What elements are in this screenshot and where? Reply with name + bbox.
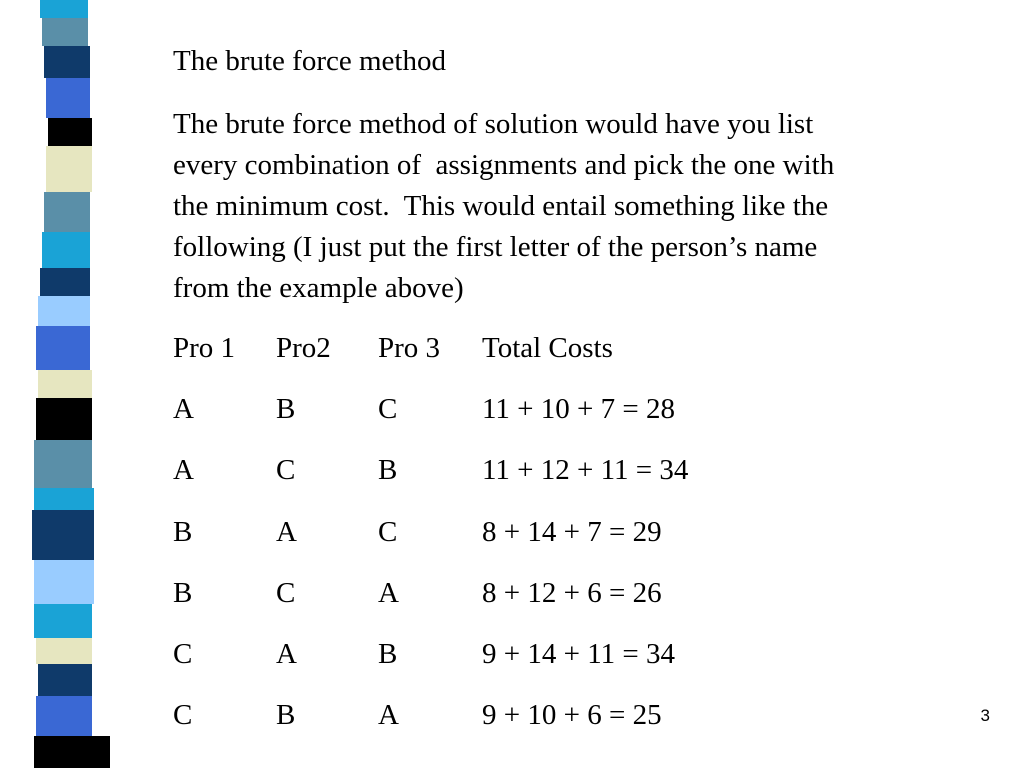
stripe-block	[46, 78, 90, 118]
table-cell: B	[276, 393, 296, 426]
assignment-cost-table	[173, 329, 782, 757]
stripe-block	[36, 398, 92, 440]
header-cell: Pro 3	[378, 332, 441, 364]
table-cell: B	[378, 637, 398, 670]
table-cell: C	[173, 699, 193, 732]
stripe-block	[38, 296, 90, 326]
body-paragraph	[173, 104, 973, 309]
table-row	[173, 574, 782, 612]
stripe-block	[34, 488, 94, 510]
table-cell: A	[173, 454, 194, 487]
table-cell: 11 + 12 + 11 = 34	[482, 454, 689, 487]
table-row	[173, 390, 782, 428]
table-row	[173, 451, 782, 489]
paragraph-line: following (I just put the first letter of the person’s name	[173, 231, 818, 263]
stripe-block	[36, 696, 92, 736]
stripe-block	[42, 232, 90, 268]
stripe-block	[44, 192, 90, 232]
table-cell: 8 + 12 + 6 = 26	[482, 576, 662, 609]
table-cell: B	[378, 454, 398, 487]
stripe-block	[38, 370, 92, 398]
header-cell: Total Costs	[482, 332, 613, 364]
table-cell: B	[173, 515, 193, 548]
table-header-row	[173, 329, 782, 367]
stripe-block	[40, 268, 90, 296]
paragraph-line: from the example above)	[173, 272, 464, 304]
table-cell: C	[173, 637, 193, 670]
decorative-stripe-bar	[0, 0, 110, 768]
stripe-block	[34, 604, 92, 638]
stripe-block	[40, 0, 88, 18]
stripe-block	[46, 146, 92, 192]
stripe-block	[34, 440, 92, 488]
table-cell: 9 + 14 + 11 = 34	[482, 637, 675, 670]
stripe-block	[34, 560, 94, 604]
stripe-block	[48, 118, 92, 146]
page-number: 3	[980, 706, 990, 725]
table-row	[173, 635, 782, 673]
table-cell: A	[378, 576, 399, 609]
slide-title: The brute force method	[173, 45, 446, 77]
table-cell: 8 + 14 + 7 = 29	[482, 515, 662, 548]
table-cell: B	[276, 699, 296, 732]
stripe-block	[34, 736, 110, 768]
stripe-block	[44, 46, 90, 78]
table-row	[173, 696, 782, 734]
header-cell: Pro2	[276, 332, 331, 364]
paragraph-line: the minimum cost. This would entail something like the	[173, 190, 829, 222]
table-cell: C	[378, 515, 398, 548]
table-cell: A	[173, 393, 194, 426]
table-cell: B	[173, 576, 193, 609]
stripe-block	[42, 18, 88, 46]
stripe-block	[32, 510, 94, 560]
table-cell: 9 + 10 + 6 = 25	[482, 699, 662, 732]
stripe-block	[36, 638, 92, 664]
stripe-block	[38, 664, 92, 696]
stripe-block	[36, 326, 90, 370]
table-cell: A	[276, 637, 297, 670]
table-cell: C	[276, 576, 296, 609]
table-cell: A	[378, 699, 399, 732]
paragraph-line: The brute force method of solution would have you list	[173, 108, 814, 140]
table-cell: 11 + 10 + 7 = 28	[482, 393, 675, 426]
table-cell: C	[378, 393, 398, 426]
table-row	[173, 513, 782, 551]
table-cell: A	[276, 515, 297, 548]
header-cell: Pro 1	[173, 332, 236, 364]
paragraph-line: every combination of assignments and pick the one with	[173, 149, 835, 181]
table-cell: C	[276, 454, 296, 487]
